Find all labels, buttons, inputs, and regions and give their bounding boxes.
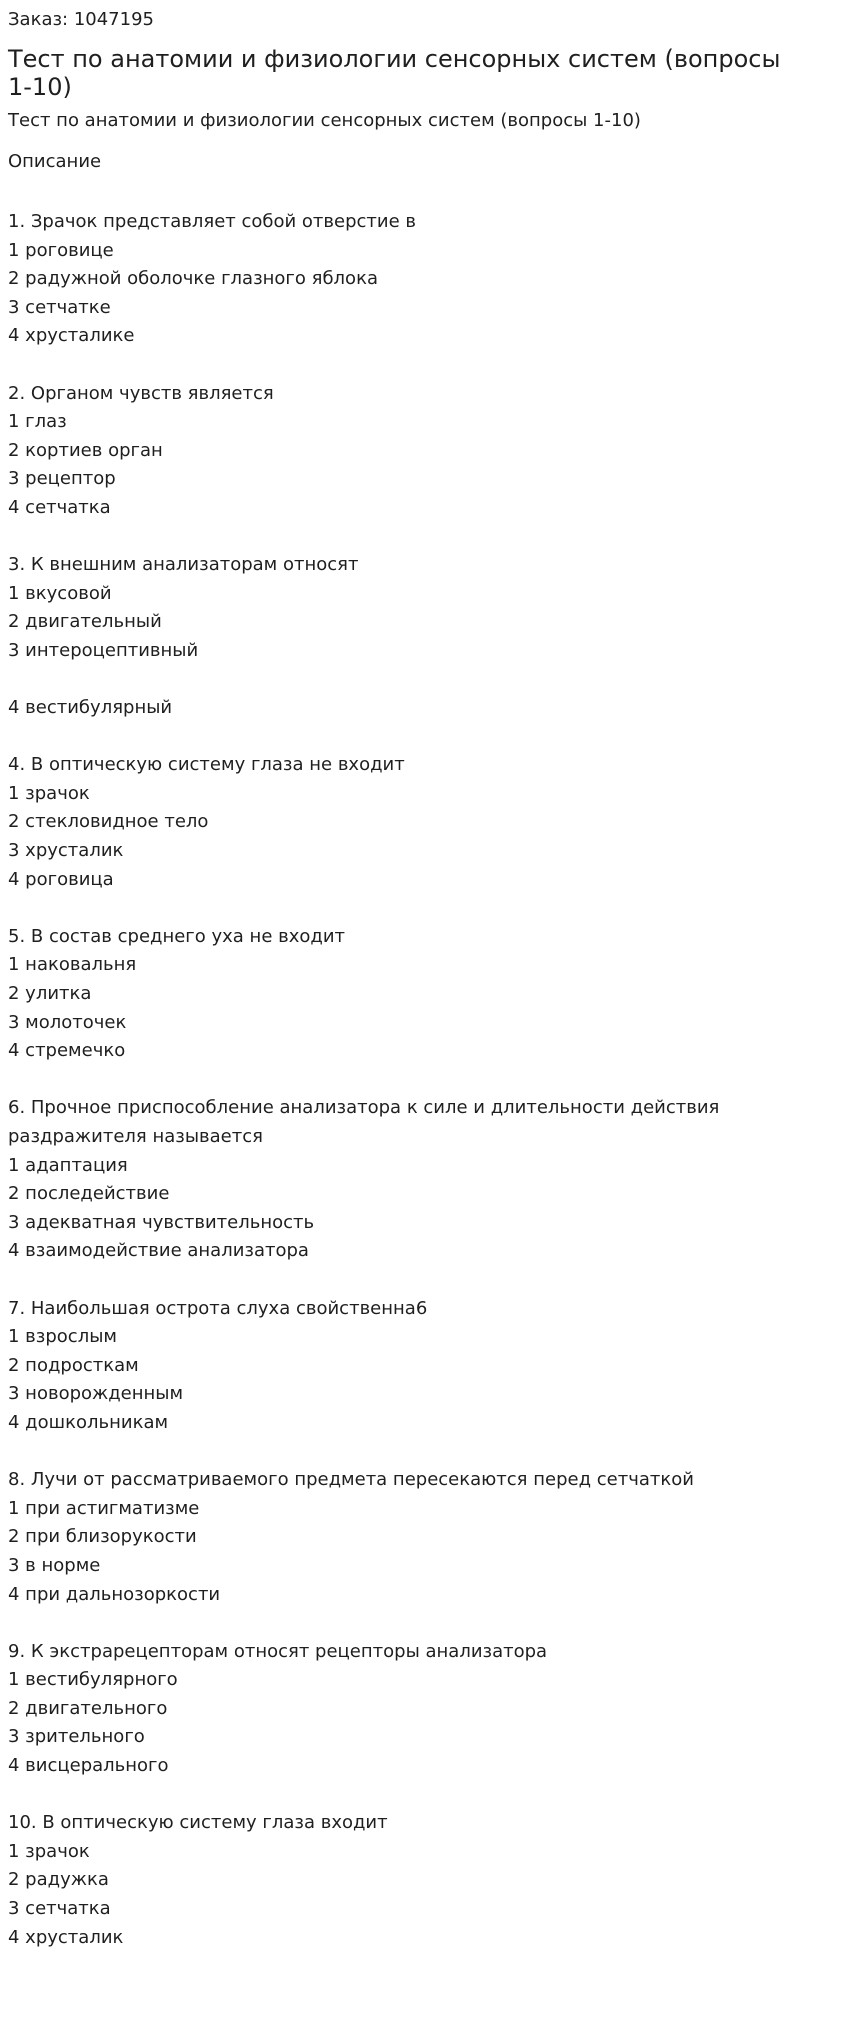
answer-option: 3 адекватная чувствительность	[8, 1211, 315, 1233]
answer-option: 4 дошкольникам	[8, 1411, 169, 1433]
answer-option: 1 зрачок	[8, 782, 90, 804]
question-text: 2. Органом чувств является	[8, 382, 274, 404]
question-text: раздражителя называется	[8, 1126, 263, 1147]
question-text: 6. Прочное приспособление анализатора к силе и длительности действия	[8, 1097, 720, 1119]
blank-line	[8, 666, 839, 695]
answer-option: 2 подросткам	[8, 1354, 139, 1376]
question-block	[8, 1094, 839, 1266]
question-text: 9. К экстрарецепторам относят рецепторы анализатора	[8, 1640, 548, 1662]
answer-option: 2 последействие	[8, 1183, 170, 1205]
answer-option: 3 зрительного	[8, 1726, 145, 1748]
answer-option: 1 взрослым	[8, 1326, 117, 1348]
answer-option: 3 интероцептивный	[8, 639, 199, 661]
answer-option: 1 роговице	[8, 239, 114, 261]
question-block	[8, 380, 839, 523]
answer-option: 3 в норме	[8, 1554, 101, 1576]
question-block	[8, 751, 839, 894]
question-block	[8, 1638, 839, 1781]
answer-option: 4 роговица	[8, 868, 114, 890]
question-text: 3. К внешним анализаторам относят	[8, 554, 359, 576]
answer-option: 4 висцерального	[8, 1755, 169, 1777]
answer-option: 3 молоточек	[8, 1011, 127, 1033]
answer-option: 2 стекловидное тело	[8, 811, 209, 833]
answer-option: 1 вестибулярного	[8, 1669, 178, 1691]
answer-option: 3 новорожденным	[8, 1383, 184, 1405]
question-block	[8, 1809, 839, 1952]
answer-option: 4 хрусталике	[8, 325, 135, 347]
answer-option: 4 хрусталик	[8, 1926, 124, 1948]
question-text: 8. Лучи от рассматриваемого предмета пересекаются перед сетчаткой	[8, 1469, 694, 1491]
answer-option: 4 вестибулярный	[8, 697, 173, 719]
answer-option: 1 глаз	[8, 411, 67, 433]
question-text: 1. Зрачок представляет собой отверстие в	[8, 211, 417, 232]
answer-option: 4 сетчатка	[8, 496, 111, 518]
answer-option: 4 стремечко	[8, 1040, 126, 1062]
page-title: Тест по анатомии и физиологии сенсорных систем (вопросы 1-10)	[8, 45, 781, 101]
answer-option: 2 двигательного	[8, 1697, 168, 1719]
answer-option: 1 при астигматизме	[8, 1497, 200, 1519]
answer-option: 4 при дальнозоркости	[8, 1583, 221, 1605]
answer-option: 3 хрусталик	[8, 840, 124, 862]
question-block	[8, 923, 839, 1066]
question-text: 7. Наибольшая острота слуха свойственна6	[8, 1297, 428, 1319]
answer-option: 4 взаимодействие анализатора	[8, 1240, 309, 1262]
answer-option: 2 улитка	[8, 983, 92, 1005]
answer-option: 1 наковальня	[8, 954, 137, 976]
question-block	[8, 208, 839, 351]
answer-option: 2 кортиев орган	[8, 439, 163, 461]
answer-option: 3 рецептор	[8, 468, 116, 490]
question-block	[8, 1466, 839, 1609]
description-label: Описание	[8, 151, 102, 172]
question-block	[8, 551, 839, 723]
answer-option: 2 радужной оболочке глазного яблока	[8, 268, 378, 290]
answer-option: 1 вкусовой	[8, 582, 112, 604]
answer-option: 3 сетчатка	[8, 1898, 111, 1920]
question-text: 10. В оптическую систему глаза входит	[8, 1812, 388, 1834]
answer-option: 2 при близорукости	[8, 1526, 197, 1548]
question-text: 5. В состав среднего уха не входит	[8, 925, 346, 947]
answer-option: 1 адаптация	[8, 1154, 128, 1176]
questions-list	[8, 208, 839, 1952]
answer-option: 3 сетчатке	[8, 296, 111, 318]
question-block	[8, 1295, 839, 1438]
answer-option: 2 радужка	[8, 1869, 109, 1891]
answer-option: 1 зрачок	[8, 1840, 90, 1862]
page-subtitle: Тест по анатомии и физиологии сенсорных систем (вопросы 1-10)	[8, 110, 641, 131]
answer-option: 2 двигательный	[8, 611, 162, 633]
order-number: Заказ: 1047195	[8, 9, 154, 30]
question-text: 4. В оптическую систему глаза не входит	[8, 754, 405, 776]
